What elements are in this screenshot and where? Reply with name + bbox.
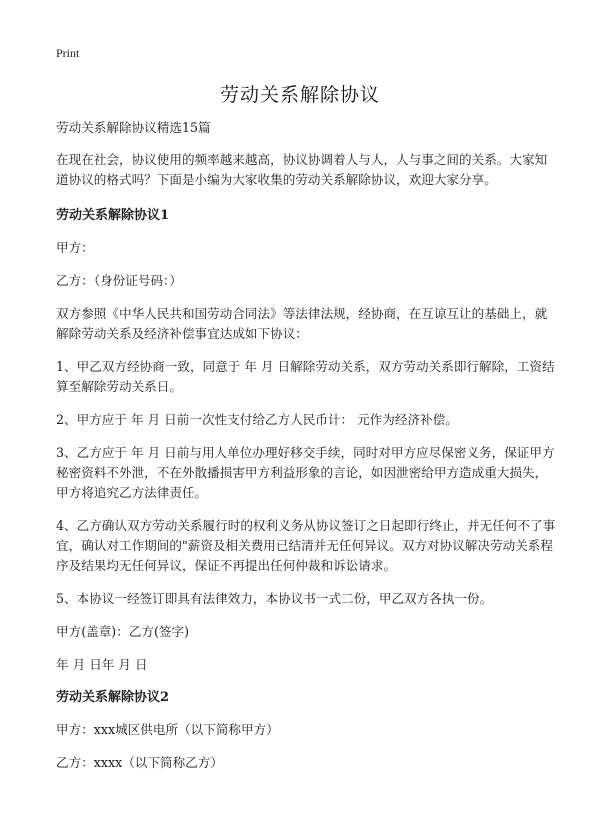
document-subtitle: 劳动关系解除协议精选15篇 [56,120,211,135]
signature-line: 甲方(盖章)：乙方(签字) [56,624,189,639]
clause-paragraph: 5、本协议一经签订即具有法律效力，本协议书一式二份，甲乙双方各执一份。 [56,591,493,606]
clause-paragraph: 3、乙方应于 年 月 日前与用人单位办理好移交手续，同时对甲方应尽保密义务，保证甲方秘密资料不外泄，不在外散播损害甲方利益形象的言论，如因泄密给甲方造成重大损失，甲方将追究乙方法律责任。 [56,445,555,500]
section-heading-2: 劳动关系解除协议2 [56,690,170,705]
section-heading-1: 劳动关系解除协议1 [56,208,170,223]
party-a-line: 甲方：xxx城区供电所（以下简称甲方） [56,722,279,737]
document-body [56,118,556,786]
party-b-line: 乙方：xxxx（以下简称乙方） [56,755,223,770]
clause-paragraph: 4、乙方确认双方劳动关系履行时的权利义务从协议签订之日起即行终止，并无任何不了事宜，确认对工作期间的"薪资及相关费用已结清并无任何异议。双方对协议解决劳动关系程序及结果均无任何异议，保证不再提出任何仲裁和诉讼请求。 [56,518,556,573]
clause-paragraph: 1、甲乙双方经协商一致，同意于 年 月 日解除劳动关系，双方劳动关系即行解除，工资结算至解除劳动关系日。 [56,359,555,394]
preamble-paragraph: 双方参照《中华人民共和国劳动合同法》等法律法规，经协商，在互谅互让的基础上，就解除劳动关系及经济补偿事宜达成如下协议： [56,306,548,341]
party-b-line: 乙方：（身份证号码：） [56,273,182,288]
clause-paragraph: 2、甲方应于 年 月 日前一次性支付给乙方人民币计： 元作为经济补偿。 [56,412,458,427]
intro-paragraph: 在现在社会，协议使用的频率越来越高，协议协调着人与人，人与事之间的关系。大家知道协议的格式吗？下面是小编为大家收集的劳动关系解除协议，欢迎大家分享。 [56,152,548,187]
print-label: Print [56,46,80,60]
document-title: 劳动关系解除协议 [219,84,380,106]
party-a-line: 甲方： [56,240,94,255]
date-line: 年 月 日年 月 日 [56,657,148,672]
